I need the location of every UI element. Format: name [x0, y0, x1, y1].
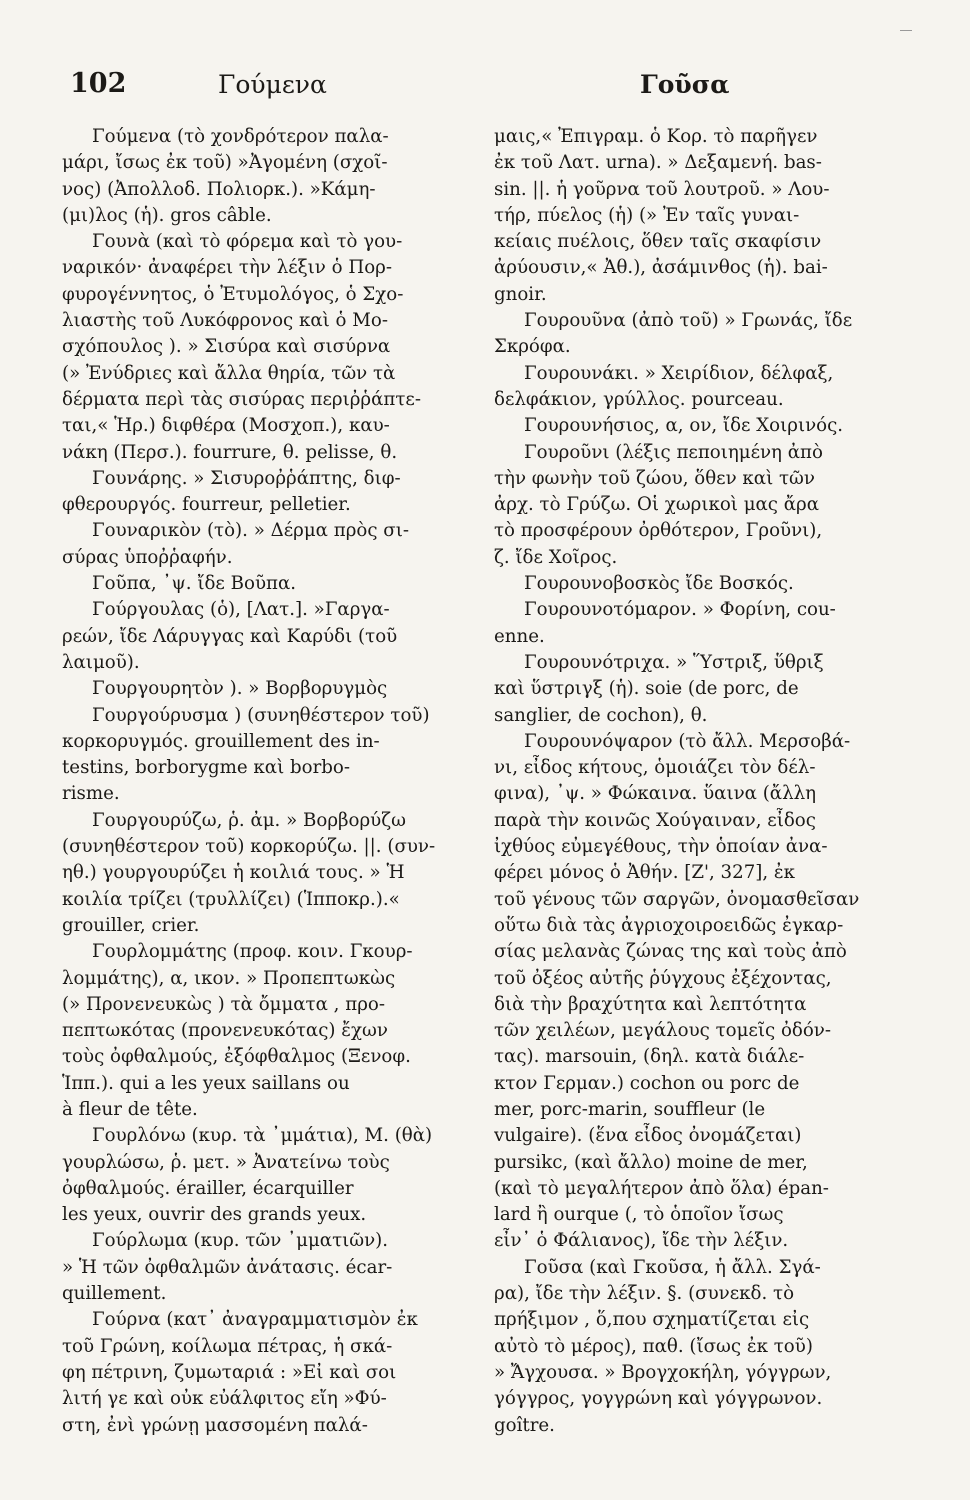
text-line: πρήξιμον , ὅ,που σχηματίζεται εἰς [494, 1309, 810, 1331]
right-column [494, 124, 906, 1439]
text-line: ἀρχ. τὸ Γρύζω. Οἱ χωρικοὶ μας ἄρα [494, 494, 820, 516]
text-line: νι, εἶδος κήτους, ὁμοιάζει τὸν δέλ- [494, 757, 816, 779]
text-line: grouiller, crier. [62, 914, 200, 936]
text-line: ρεών, ἴδε Λάρυγγας καὶ Καρύδι (τοῦ [62, 625, 398, 647]
text-line: Γούρλωμα (κυρ. τῶν ᾿μματιῶν). [92, 1230, 389, 1252]
text-line: κοιλία τρίζει (τρυλλίζει) (Ἱπποκρ.).« [62, 888, 400, 910]
text-line: Γουρουνότριχα. » Ὕστριξ, ὕθριξ [524, 651, 824, 673]
text-line: πεπτωκότας (προνενευκότας) ἔχων [62, 1020, 388, 1042]
margin-mark [900, 30, 912, 31]
text-line: (συνηθέστερον τοῦ) κορκορύζω. ||. (συν- [62, 836, 436, 858]
text-line: Ἱππ.). qui a les yeux saillans ou [62, 1072, 350, 1094]
text-line: στη, ἐνὶ γρώνῃ μασσομένη παλά- [62, 1414, 368, 1436]
text-line: μαις,« Ἐπιγραμ. ὁ Κορ. τὸ παρῆγεν [494, 126, 818, 147]
text-line: αὐτὸ τὸ μέρος), παθ. (ἴσως ἐκ τοῦ) [494, 1335, 813, 1357]
text-line: φη πέτρινη, ζυμωταριά : »Εἰ καὶ σοι [62, 1361, 397, 1383]
text-line: κορκορυγμός. grouillement des in- [62, 730, 380, 752]
text-line: » Ἄγχουσα. » Βρογχοκήλη, γόγγρων, [494, 1361, 832, 1383]
text-line: τῶν χειλέων, μεγάλους τομεῖς ὀδόν- [494, 1020, 832, 1042]
text-line: Γούρνα (κατ᾿ ἀναγραμματισμὸν ἐκ [92, 1309, 418, 1331]
text-line: sin. ||. ἡ γοῦρνα τοῦ λουτροῦ. » Λου- [494, 178, 830, 200]
text-line: λομμάτης), α, ικον. » Προπεπτωκὼς [62, 967, 396, 989]
text-line: (» Προνενευκὼς ) τὰ ὄμματα , προ- [62, 993, 385, 1015]
text-line: pursikc, (καὶ ἄλλο) moine de mer, [494, 1151, 808, 1173]
text-line: ρα), ἴδε τὴν λέξιν. §. (συνεκδ. τὸ [494, 1283, 795, 1305]
text-line: τὸ προσφέρουν ὀρθότερον, Γροῦνι), [494, 520, 823, 542]
text-line: lard ἢ ourque (, τὸ ὁποῖον ἴσως [494, 1204, 784, 1226]
text-line: φθερουργός. fourreur, pelletier. [62, 494, 351, 516]
text-line: δέρματα περὶ τὰς σισύρας περιῤῥάπτε- [62, 388, 421, 410]
text-line: Γουρουνάκι. » Χειρίδιον, δέλφαξ, [524, 362, 834, 384]
text-line: φινα), ᾿ψ. » Φώκαινα. ὕαινα (ἄλλη [494, 783, 817, 805]
text-line: νάκη (Περσ.). fourrure, θ. pelisse, θ. [62, 441, 398, 463]
text-line: Γουροῦνι (λέξις πεποιημένη ἀπὸ [524, 441, 823, 463]
text-line: Γοῦσα (καὶ Γκοῦσα, ἡ ἄλλ. Σγά- [524, 1256, 821, 1278]
text-line: τήρ, πύελος (ἡ) (» Ἐν ταῖς γυναι- [494, 204, 800, 226]
running-head-right: Γοῦσα [640, 70, 730, 99]
running-head-left: Γούμενα [218, 70, 327, 99]
text-line: λαιμοῦ). [62, 651, 140, 673]
text-line: les yeux, ouvrir des grands yeux. [62, 1204, 367, 1226]
text-line: à fleur de tête. [62, 1098, 198, 1120]
text-line: testins, borborygme καὶ borbo- [62, 757, 351, 779]
text-line: κείαις πυέλοις, ὅθεν ταῖς σκαφίσιν [494, 231, 822, 253]
text-line: φυρογέννητος, ὁ Ἐτυμολόγος, ὁ Σχο- [62, 283, 404, 305]
text-line: διὰ τὴν βραχύτητα καὶ λεπτότητα [494, 993, 807, 1015]
text-line: vulgaire). (ἕνα εἶδος ὀνομάζεται) [494, 1125, 802, 1147]
text-line: Γουργούρυσμα ) (συνηθέστερον τοῦ) [92, 704, 430, 726]
text-line: enne. [494, 625, 545, 647]
text-line: ται,« Ἡρ.) διφθέρα (Μοσχοπ.), καυ- [62, 415, 390, 437]
text-line: Γουρουνόψαρον (τὸ ἄλλ. Μερσοβά- [524, 730, 851, 752]
text-line: τὴν φωνὴν τοῦ ζώου, ὅθεν καὶ τῶν [494, 467, 815, 489]
text-line: κτον Γερμαν.) cochon ou porc de [494, 1072, 800, 1094]
text-line: Γούμενα (τὸ χονδρότερον παλα- [92, 126, 389, 147]
text-line: τοῦ ὀξέος αὐτῆς ῥύγχους ἐξέχοντας, [494, 967, 832, 989]
text-line: φέρει μόνος ὁ Ἀθήν. [Ζ', 327], ἐκ [494, 862, 796, 884]
page-header [70, 68, 750, 112]
text-line: τας). marsouin, (δηλ. κατὰ διάλε- [494, 1046, 805, 1068]
text-line: (» Ἐνύδριες καὶ ἄλλα θηρία, τῶν τὰ [62, 362, 396, 384]
text-line: σχόπουλος ). » Σισύρα καὶ σισύρνα [62, 336, 391, 358]
text-line: λιαστὴς τοῦ Λυκόφρονος καὶ ὁ Μο- [62, 310, 388, 332]
text-line: οὕτω διὰ τὰς ἀγριοχοιροειδῶς ἐγκαρ- [494, 914, 844, 936]
text-line: σύρας ὑποῤῥαφήν. [62, 546, 233, 568]
text-line: gnoir. [494, 283, 547, 305]
text-line: τοὺς ὀφθαλμούς, ἐξόφθαλμος (Ξενοφ. [62, 1046, 411, 1068]
page-number: 102 [70, 68, 127, 99]
text-line: Γουρουνήσιος, α, ον, ἴδε Χοιρινός. [524, 415, 844, 437]
text-line: γουρλώσω, ῥ. μετ. » Ἀνατείνω τοὺς [62, 1151, 390, 1173]
text-line: ηθ.) γουργουρύζει ἡ κοιλιά τους. » Ἡ [62, 862, 405, 884]
text-line: ἀρύουσιν,« Ἀθ.), ἀσάμινθος (ἡ). bai- [494, 257, 828, 279]
text-line: goître. [494, 1414, 555, 1436]
text-line: mer, porc-marin, souffleur (le [494, 1098, 766, 1120]
text-line: ἐκ τοῦ Λατ. urna). » Δεξαμενή. bas- [494, 152, 822, 174]
text-line: παρὰ τὴν κοινῶς Χούγαιναν, εἶδος [494, 809, 816, 831]
text-line: δελφάκιον, γρύλλος. pourceau. [494, 388, 784, 410]
text-line: (μι)λος (ἡ). gros câble. [62, 204, 272, 226]
text-line: Γουνάρης. » Σισυροῤῥάπτης, διφ- [92, 467, 401, 489]
text-line: ναρικόν· ἀναφέρει τὴν λέξιν ὁ Πορ- [62, 257, 393, 279]
text-line: Γουργουρύζω, ῥ. ἀμ. » Βορβορύζω [92, 809, 406, 831]
text-line: λιτή γε καὶ οὐκ εὐάλφιτος εἴη »Φύ- [62, 1388, 387, 1410]
text-line: καὶ ὕστριγξ (ἡ). soie (de porc, de [494, 678, 799, 700]
text-line: Γουρουῦνα (ἀπὸ τοῦ) » Γρωνάς, ἴδε [524, 310, 853, 332]
text-line: Γουρλόνω (κυρ. τὰ ᾿μμάτια), Μ. (θὰ) [92, 1125, 433, 1147]
text-line: Γουρλομμάτης (προφ. κοιν. Γκουρ- [92, 941, 413, 963]
text-line: (καὶ τὸ μεγαλήτερον ἀπὸ ὅλα) épan- [494, 1177, 829, 1199]
text-line: quillement. [62, 1283, 167, 1305]
text-line: νος) (Ἀπολλοδ. Πολιορκ.). »Κάμη- [62, 178, 376, 200]
text-line: Γουνὰ (καὶ τὸ φόρεμα καὶ τὸ γου- [92, 231, 403, 253]
text-line: τοῦ Γρώνη, κοίλωμα πέτρας, ἡ σκά- [62, 1335, 393, 1357]
text-line: Γουρουνοτόμαρον. » Φορίνη, cou- [524, 599, 836, 621]
text-line: Γούργουλας (ὁ), [Λατ.]. »Γαργα- [92, 599, 390, 621]
text-line: εἶν᾿ ὁ Φάλιανος), ἴδε τὴν λέξιν. [494, 1230, 789, 1252]
left-column [62, 124, 462, 1439]
text-line: » Ἡ τῶν ὀφθαλμῶν ἀνάτασις. écar- [62, 1256, 393, 1278]
text-line: τοῦ γένους τῶν σαργῶν, ὀνομασθεῖσαν [494, 888, 860, 910]
text-line: sanglier, de cochon), θ. [494, 704, 708, 726]
text-line: ζ. ἴδε Χοῖρος. [494, 546, 618, 568]
text-line: risme. [62, 783, 120, 805]
text-line: μάρι, ἴσως ἐκ τοῦ) »Ἀγομένη (σχοῖ- [62, 152, 388, 174]
text-line: γόγγρος, γογγρώνη καὶ γόγγρωνον. [494, 1388, 823, 1410]
text-line: Γουργουρητὸν ). » Βορβορυγμὸς [92, 678, 388, 700]
text-line: ὀφθαλμούς. érailler, écarquiller [62, 1177, 354, 1199]
text-line: σίας μελανὰς ζώνας της καὶ τοὺς ἀπὸ [494, 941, 847, 963]
text-line: Γοῦπα, ᾿ψ. ἴδε Βοῦπα. [92, 573, 297, 595]
text-line: Γουρουνοβοσκὸς ἴδε Βοσκός. [524, 573, 794, 595]
text-line: Γουναρικὸν (τὸ). » Δέρμα πρὸς σι- [92, 520, 410, 542]
text-line: ἰχθύος εὐμεγέθους, τὴν ὁποίαν ἀνα- [494, 836, 828, 858]
text-line: Σκρόφα. [494, 336, 571, 358]
